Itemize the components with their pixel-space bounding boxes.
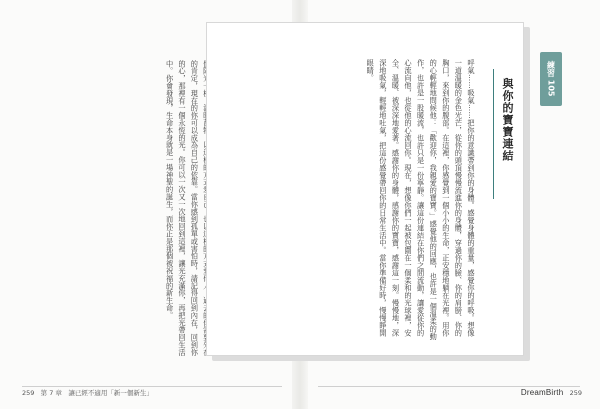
right-footer-rule — [318, 386, 580, 387]
left-page-footer — [22, 388, 153, 397]
exercise-card — [206, 22, 524, 356]
right-page-number: 259 — [569, 389, 582, 397]
exercise-card-body: 呼氣……吸氣……把你的意識帶到你的身體。感覺身體的重量，感覺你的呼吸。想像一道溫暖的金色光芒，從你的頭頂慢慢流進你的身體，穿過你的臉、你的肩膀、你的胸口，來到你的腹部。在這裡，你感覺到一個小小的生命，正安穩地躺在光裡。用你的心輕輕地問候他：「歡迎你，我親愛的寶寶。」感覺他的回應，也許是一個溫柔的動作，也許是一股暖流，也許只是一份寧靜。讓這份連結在你們之間流動，讓愛從你的心流向他，也從他的心流回你。現在，想像你們一起被包圍在一個柔和的光球裡，安全、溫暖、被深深地愛著。感謝你的身體，感謝你的寶寶，感謝這一刻。慢慢地，深深地吸氣，輕輕地吐氣，把這份感覺帶回你的日常生活中。當你準備好時，慢慢睜開眼睛。 — [366, 59, 476, 341]
left-chapter-title: 第 7 章 讓已經不適用「新一個新生」 — [40, 389, 153, 397]
exercise-title: 與你的寶寶連結 — [501, 78, 514, 162]
left-page-body-text: 的肯定，現在的你可以成為自己的依靠。當你感到孤單或害怕時，請記得回到內在，回到你的心，那裡有一個永恆的光。你可以一次又一次地回到這裡，讓光充滿你，再把光帶回生活中。你會發現，生命本身就是一場神聖的誕生，而你正是那個被祝福的新生命。 — [165, 60, 200, 356]
brand-name: DreamBirth — [520, 388, 564, 397]
exercise-tab — [540, 52, 562, 106]
exercise-tab-label: 練習 105 — [546, 61, 556, 97]
left-page-number: 259 — [22, 389, 35, 397]
title-accent-bar — [493, 69, 494, 199]
left-footer-rule — [22, 386, 282, 387]
right-page-footer — [521, 388, 582, 397]
